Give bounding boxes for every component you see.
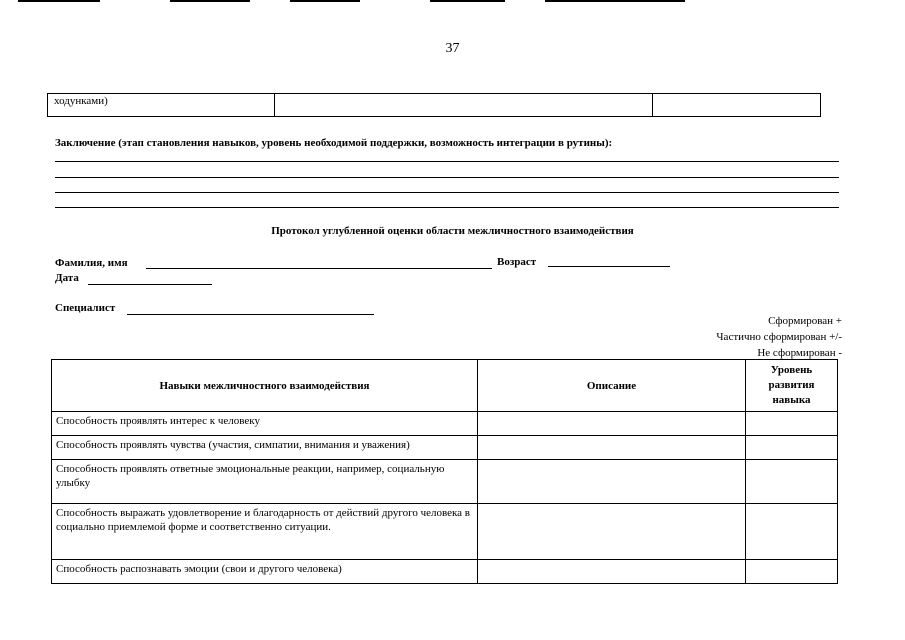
description-cell[interactable] [478,560,746,584]
header-level: Уровень развития навыка [746,360,838,412]
name-label: Фамилия, имя [55,257,128,269]
skill-cell: Способность распознавать эмоции (свои и другого человека) [52,560,478,584]
prev-table-cell-2 [275,94,653,116]
legend-partial: Частично сформирован +/- [716,331,842,343]
age-label: Возраст [497,256,537,268]
name-field[interactable] [146,268,492,269]
table-header-row [52,360,838,412]
legend-formed: Сформирован + [768,315,842,327]
protocol-title: Протокол углубленной оценки области межличностного взаимодействия [271,225,634,237]
date-label: Дата [55,272,79,284]
scan-top-edge-marks [0,0,905,3]
skill-cell: Способность проявлять чувства (участия, симпатии, внимания и уважения) [52,436,478,460]
level-cell[interactable] [746,436,838,460]
previous-table-row [47,93,821,117]
level-cell[interactable] [746,412,838,436]
specialist-label: Специалист [55,302,116,314]
legend-not-formed: Не сформирован - [757,347,842,359]
conclusion-line-3 [55,192,839,193]
header-skills: Навыки межличностного взаимодействия [52,360,478,412]
level-cell[interactable] [746,504,838,560]
page-number: 37 [445,41,460,56]
table-row [52,460,838,504]
description-cell[interactable] [478,436,746,460]
conclusion-line-4 [55,207,839,208]
prev-table-cell-1 [48,94,275,116]
prev-table-cell-3 [653,94,820,116]
date-field[interactable] [88,284,212,285]
skill-cell: Способность проявлять ответные эмоциональные реакции, например, социальную улыбку [52,460,478,504]
conclusion-label: Заключение (этап становления навыков, уровень необходимой поддержки, возможность интеграции в рутины): [55,137,613,149]
age-field[interactable] [548,266,670,267]
skill-cell: Способность выражать удовлетворение и благодарность от действий другого человека в социально приемлемой форме и соответственно ситуации. [52,504,478,560]
specialist-field[interactable] [127,314,374,315]
description-cell[interactable] [478,504,746,560]
skill-cell: Способность проявлять интерес к человеку [52,412,478,436]
prev-table-text: ходунками) [54,95,108,107]
header-description: Описание [478,360,746,412]
level-cell[interactable] [746,460,838,504]
conclusion-line-1 [55,161,839,162]
table-row [52,560,838,584]
description-cell[interactable] [478,460,746,504]
level-cell[interactable] [746,560,838,584]
description-cell[interactable] [478,412,746,436]
table-row [52,412,838,436]
table-row [52,436,838,460]
skills-table [51,359,838,584]
table-row [52,504,838,560]
conclusion-line-2 [55,177,839,178]
